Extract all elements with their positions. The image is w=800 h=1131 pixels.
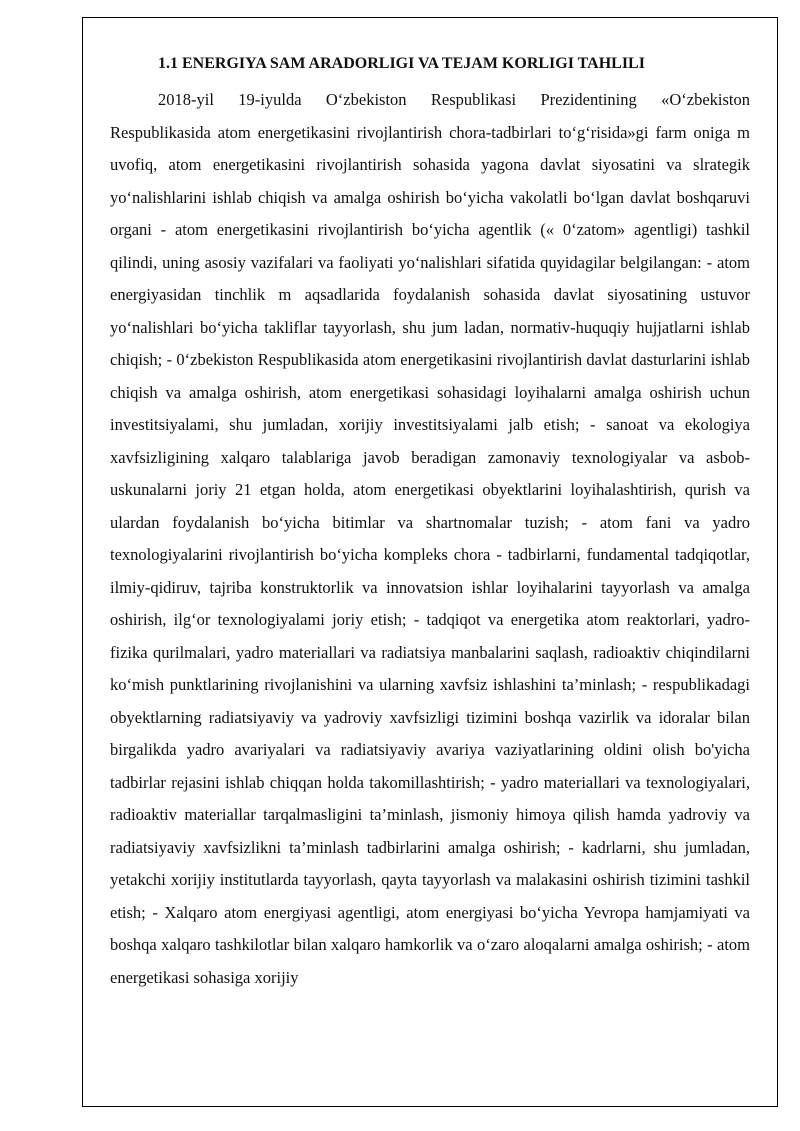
section-heading: 1.1 ENERGIYA SAM ARADORLIGI VA TEJAM KORLIGI TAHLILI <box>158 55 645 72</box>
body-paragraph: 2018-yil 19-iyulda O‘zbekiston Respublikasi Prezidentining «O‘zbekiston Respublikasida atom energetikasini rivojlantirish chora-tadbirlari to‘g‘risida»gi farm oniga m uvofiq, atom energetikasini rivojlantirish sohasida yagona davlat siyosatini va slrategik yo‘nalishlarini ishlab chiqish va amalga oshirish bo‘yicha vakolatli bo‘lgan davlat boshqaruvi organi - atom energetikasini rivojlantirish bo‘yicha agentlik (« 0‘zatom» agentligi) tashkil qilindi, uning asosiy vazifalari va faoliyati yo‘nalishlari sifatida quyidagilar belgilangan: - atom energiyasidan tinchlik m aqsadlarida foydalanish sohasida davlat siyosatining ustuvor yo‘nalishlari bo‘yicha takliflar tayyorlash, shu jum ladan, normativ-huquqiy hujjatlarni ishlab chiqish; - 0‘zbekiston Respublikasida atom energetikasini rivojlantirish davlat dasturlarini ishlab chiqish va amalga oshirish, atom energetikasi sohasidagi loyihalarni amalga oshirish uchun investitsiyalami, shu jumladan, xorijiy investitsiyalami jalb etish; - sanoat va ekologiya xavfsizligining xalqaro talablariga javob beradigan zamonaviy texnologiyalar va asbob-uskunalarni joriy 21 etgan holda, atom energetikasi obyektlarini loyihalashtirish, qurish va ulardan foydalanish bo‘yicha bitimlar va shartnomalar tuzish; - atom fani va yadro texnologiyalarini rivojlantirish bo‘yicha kompleks chora - tadbirlarni, fundamental tadqiqotlar, ilmiy-qidiruv, tajriba konstruktorlik va innovatsion ishlar loyihalarini tayyorlash va amalga oshirish, ilg‘or texnologiyalami joriy etish; - tadqiqot va energetika atom reaktorlari, yadro-fizika qurilmalari, yadro materiallari va radiatsiya manbalarini saqlash, radioaktiv chiqindilarni ko‘mish punktlarining rivojlanishini va ularning xavfsiz ishlashini ta’minlash; - respublikadagi obyektlarning radiatsiyaviy va yadroviy xavfsizligi tizimini boshqa vazirlik va idoralar bilan birgalikda yadro avariyalari va radiatsiyaviy avariya vaziyatlarining oldini olish bo'yicha tadbirlar rejasini ishlab chiqqan holda takomillashtirish; - yadro materiallari va texnologiyalari, radioaktiv materiallar tarqalmasligini ta’minlash, jismoniy himoya qilish hamda yadroviy va radiatsiyaviy xavfsizlikni ta’minlash tadbirlarini amalga oshirish; - kadrlarni, shu jumladan, yetakchi xorijiy institutlarda tayyorlash, qayta tayyorlash va malakasini oshirish tizimini tashkil etish; - Xalqaro atom energiyasi agentligi, atom energiyasi bo‘yicha Yevropa hamjamiyati va boshqa xalqaro tashkilotlar bilan xalqaro hamkorlik va o‘zaro aloqalarni amalga oshirish; - atom energetikasi sohasiga xorijiy <box>110 90 750 987</box>
document-body <box>110 50 750 994</box>
